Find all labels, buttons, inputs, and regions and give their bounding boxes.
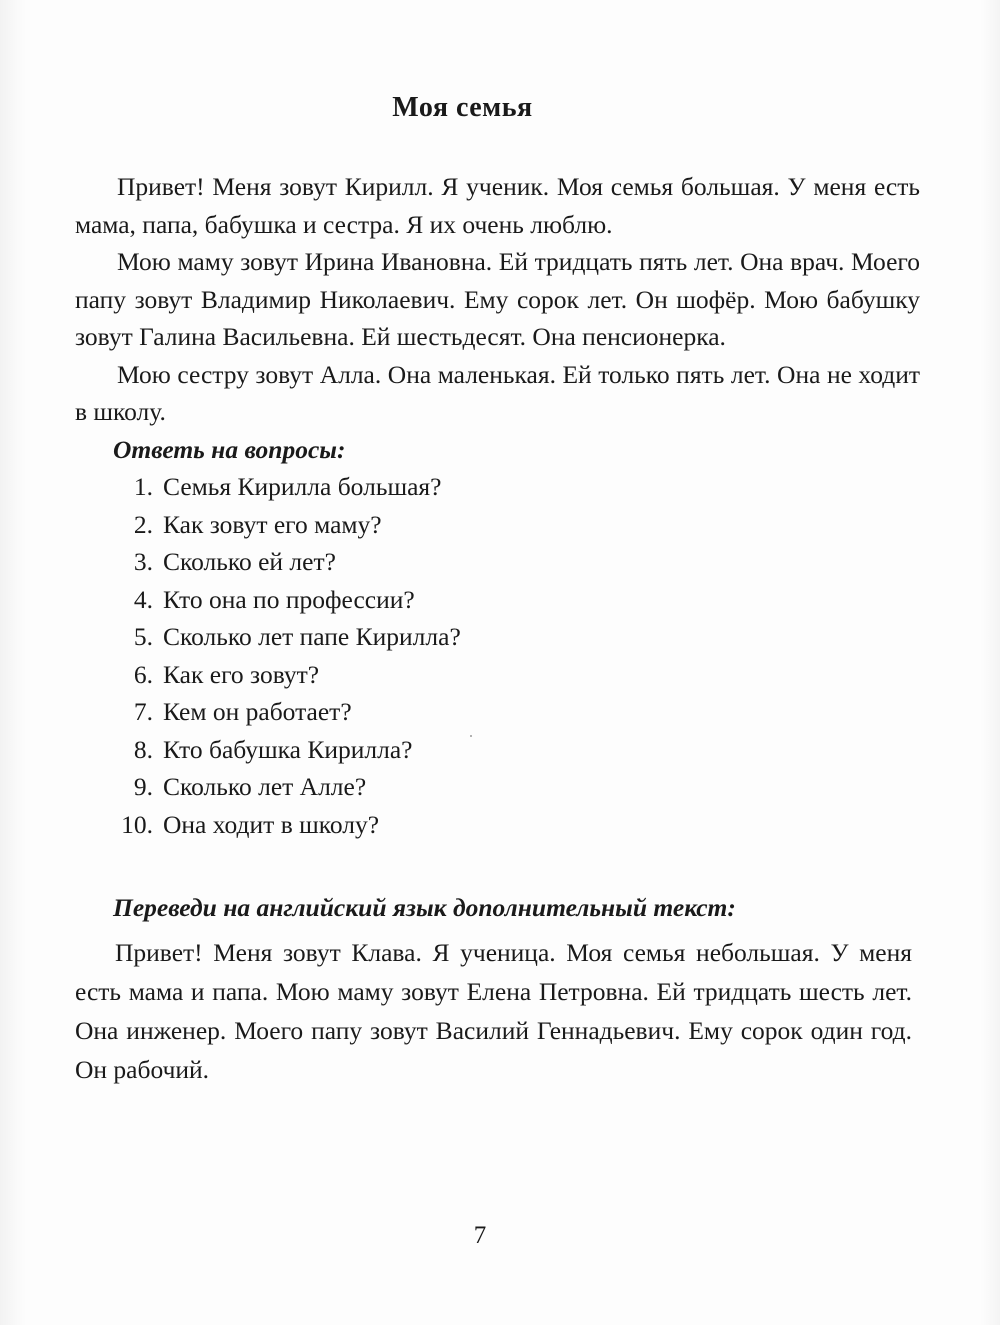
question-number: 10. <box>121 809 153 839</box>
page-content <box>75 0 920 1089</box>
question-number: 7. <box>133 697 153 726</box>
question-text: Кто она по профессии? <box>163 584 415 614</box>
questions-heading: Ответь на вопросы: <box>113 434 346 464</box>
question-number: 8. <box>133 734 153 764</box>
list-item <box>75 806 920 844</box>
translation-heading: Переведи на английский язык дополнительный текст: <box>113 893 736 922</box>
list-item <box>75 768 920 806</box>
page-title: Моя семья <box>392 92 533 123</box>
question-text: Как зовут его маму? <box>163 509 382 539</box>
question-number: 4. <box>133 584 153 614</box>
question-text: Кем он работает? <box>163 697 352 726</box>
list-item <box>75 693 920 731</box>
question-text: Семья Кирилла большая? <box>163 472 442 501</box>
list-item <box>75 506 920 544</box>
list-item <box>75 656 920 694</box>
question-text: Сколько лет Алле? <box>163 772 367 801</box>
question-number: 2. <box>133 509 153 539</box>
question-number: 3. <box>133 547 153 576</box>
question-text: Сколько ей лет? <box>163 547 336 576</box>
question-text: Как его зовут? <box>163 659 320 689</box>
translation-paragraph: Привет! Меня зовут Клава. Я ученица. Моя семья небольшая. У меня есть мама и папа. Мою маму зовут Елена Петровна. Ей тридцать шесть лет. Она инженер. Моего папу зовут Василий Геннадьевич. Ему сорок один год. Он рабочий. <box>75 937 912 1084</box>
question-text: Она ходит в школу? <box>163 809 380 839</box>
question-number: 9. <box>133 772 153 801</box>
question-number: 5. <box>133 622 153 651</box>
list-item <box>75 618 920 656</box>
question-text: Сколько лет папе Кирилла? <box>163 622 461 651</box>
body-paragraph-3: Мою сестру зовут Алла. Она маленькая. Ей только пять лет. Она не ходит в школу. <box>75 359 920 426</box>
page-number: 7 <box>473 1222 487 1249</box>
list-item <box>75 468 920 506</box>
question-number: 6. <box>133 659 153 689</box>
list-item <box>75 543 920 581</box>
question-text: Кто бабушка Кирилла? <box>163 734 413 764</box>
question-number: 1. <box>133 472 153 501</box>
body-paragraph-2: Мою маму зовут Ирина Ивановна. Ей тридцать пять лет. Она врач. Моего папу зовут Владимир Николаевич. Ему сорок лет. Он шофёр. Мою бабушку зовут Галина Васильевна. Ей шестьдесят. Она пенсионерка. <box>75 247 920 351</box>
questions-list <box>75 468 920 843</box>
body-paragraph-1: Привет! Меня зовут Кирилл. Я ученик. Моя семья большая. У меня есть мама, папа, бабушка и сестра. Я их очень люблю. <box>75 172 920 239</box>
list-item <box>75 581 920 619</box>
list-item <box>75 731 920 769</box>
